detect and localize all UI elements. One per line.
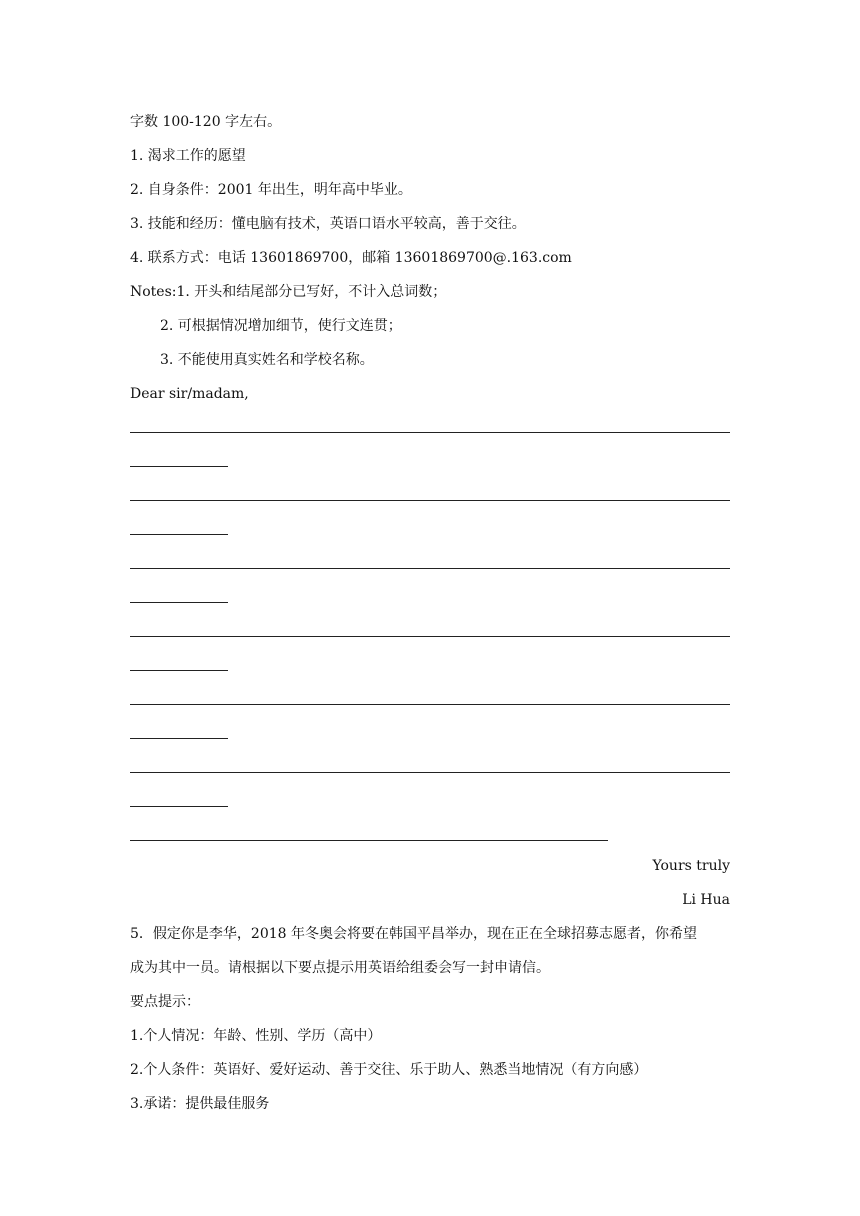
answer-line <box>130 466 228 467</box>
point-1: 1. 渴求工作的愿望 <box>130 148 246 164</box>
answer-line <box>130 432 730 433</box>
answer-line <box>130 772 730 773</box>
point-3: 3. 技能和经历：懂电脑有技术，英语口语水平较高，善于交往。 <box>130 216 526 232</box>
point-2: 2. 自身条件：2001 年出生，明年高中毕业。 <box>130 182 412 198</box>
answer-line <box>130 534 228 535</box>
signature: Li Hua <box>682 892 730 908</box>
task-5-line-2: 成为其中一员。请根据以下要点提示用英语给组委会写一封申请信。 <box>130 960 550 976</box>
answer-line <box>130 738 228 739</box>
word-count-note: 字数 100-120 字左右。 <box>130 114 282 130</box>
answer-line <box>130 568 730 569</box>
answer-line <box>130 806 228 807</box>
hint-1: 1.个人情况：年龄、性别、学历（高中） <box>130 1028 382 1044</box>
closing: Yours truly <box>652 858 730 874</box>
answer-line <box>130 840 608 841</box>
salutation: Dear sir/madam, <box>130 386 249 402</box>
answer-line <box>130 636 730 637</box>
hint-2: 2.个人条件：英语好、爱好运动、善于交往、乐于助人、熟悉当地情况（有方向感） <box>130 1062 648 1078</box>
answer-line <box>130 500 730 501</box>
answer-line <box>130 704 730 705</box>
note-3: 3. 不能使用真实姓名和学校名称。 <box>160 352 374 368</box>
answer-line <box>130 670 228 671</box>
task-5-line-1: 5．假定你是李华，2018 年冬奥会将要在韩国平昌举办，现在正在全球招募志愿者，你希望 <box>130 926 697 942</box>
hint-title: 要点提示： <box>130 994 200 1010</box>
point-4: 4. 联系方式：电话 13601869700，邮箱 13601869700@.163.com <box>130 250 572 266</box>
note-1: Notes:1. 开头和结尾部分已写好，不计入总词数； <box>130 284 447 300</box>
hint-3: 3.承诺：提供最佳服务 <box>130 1096 270 1112</box>
answer-line <box>130 602 228 603</box>
note-2: 2. 可根据情况增加细节，使行文连贯； <box>160 318 402 334</box>
